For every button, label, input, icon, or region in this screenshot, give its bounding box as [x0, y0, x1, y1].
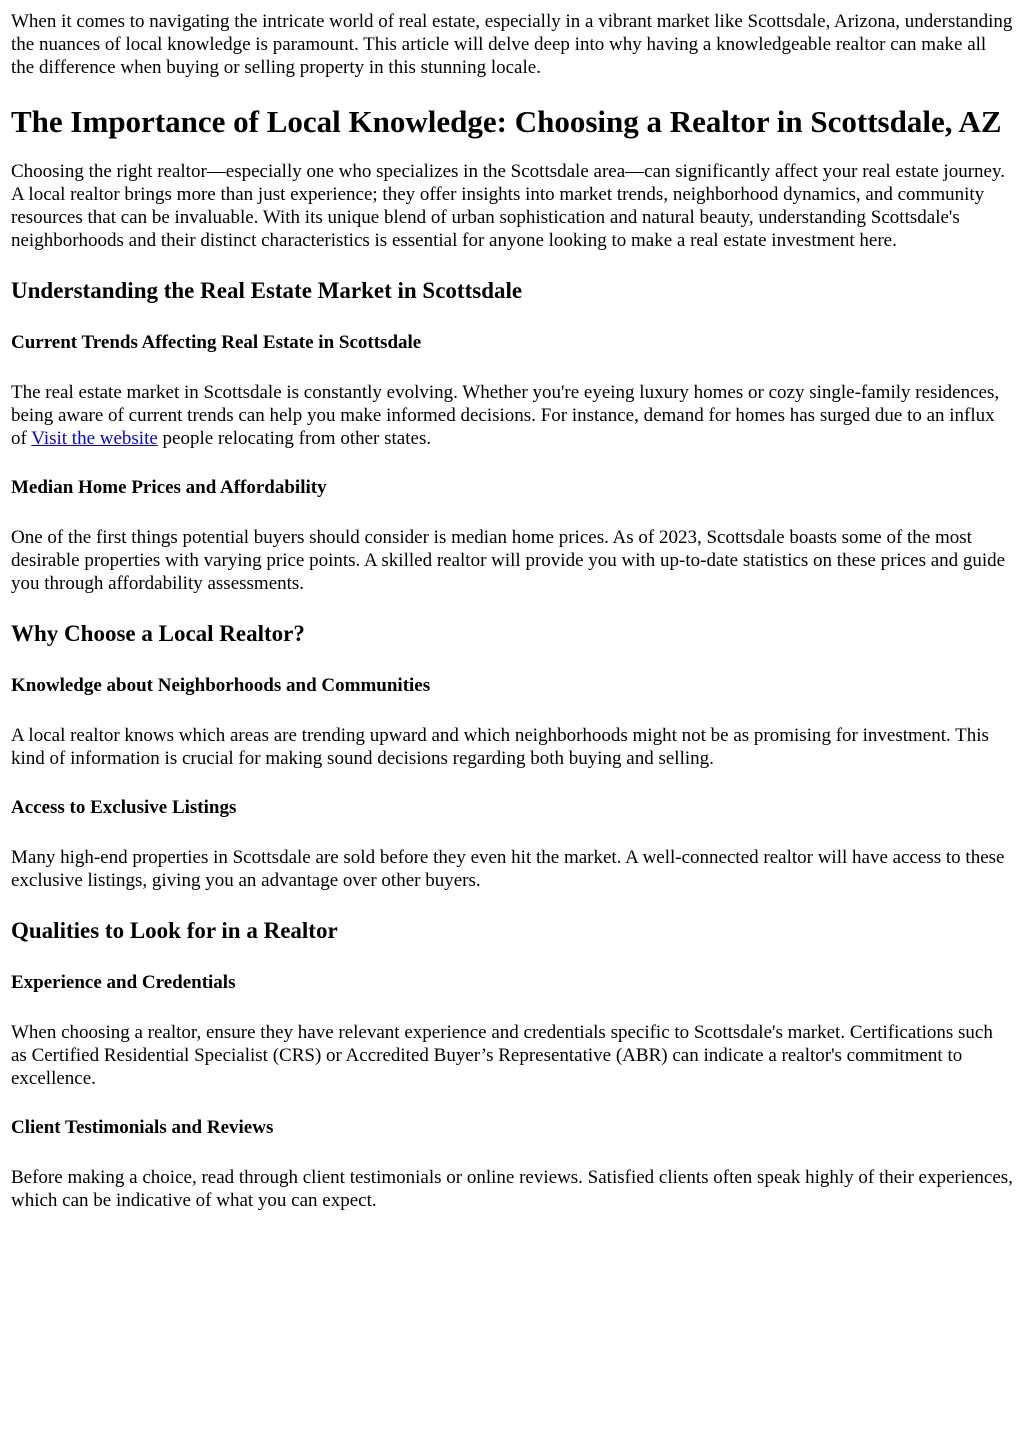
- section-heading-why-local: Why Choose a Local Realtor?: [11, 621, 305, 646]
- paragraph-neighborhoods: A local realtor knows which areas are trending upward and which neighborhoods might not be as promising for investment. This kind of information is crucial for making sound decisions regarding both buying and selling.: [11, 725, 989, 769]
- paragraph-testimonials: Before making a choice, read through client testimonials or online reviews. Satisfied clients often speak highly of their experiences, which can be indicative of what you can expect.: [11, 1167, 1013, 1211]
- section-heading-market: Understanding the Real Estate Market in Scottsdale: [11, 278, 523, 303]
- subheading-exclusive-listings: Access to Exclusive Listings: [11, 797, 237, 818]
- paragraph-current-trends: [11, 381, 1013, 450]
- subheading-median-prices: Median Home Prices and Affordability: [11, 477, 327, 498]
- paragraph-experience: When choosing a realtor, ensure they have relevant experience and credentials specific to Scottsdale's market. Certifications such as Certified Residential Specialist (CRS) or Accredited Buyer’s Representative (ABR) can indicate a realtor's commitment to excellence.: [11, 1022, 993, 1089]
- paragraph-text-before-link: The real estate market in Scottsdale is constantly evolving. Whether you're eyeing luxury homes or cozy single-family residences, being aware of current trends can help you make informed decisions. For instance, demand for homes has surged due to an influx of: [11, 382, 1000, 449]
- subheading-neighborhoods: Knowledge about Neighborhoods and Communities: [11, 675, 431, 696]
- visit-website-link[interactable]: Visit the website: [31, 428, 158, 449]
- page-title: The Importance of Local Knowledge: Choosing a Realtor in Scottsdale, AZ: [11, 104, 1002, 139]
- title-paragraph: Choosing the right realtor—especially one who specializes in the Scottsdale area—can significantly affect your real estate journey. A local realtor brings more than just experience; they offer insights into market trends, neighborhood dynamics, and community resources that can be invaluable. With its unique blend of urban sophistication and natural beauty, understanding Scottsdale's neighborhoods and their distinct characteristics is essential for anyone looking to make a real estate investment here.: [11, 161, 1005, 251]
- subheading-current-trends: Current Trends Affecting Real Estate in Scottsdale: [11, 332, 422, 353]
- subheading-testimonials: Client Testimonials and Reviews: [11, 1117, 274, 1138]
- section-heading-qualities: Qualities to Look for in a Realtor: [11, 918, 338, 943]
- paragraph-median-prices: One of the first things potential buyers should consider is median home prices. As of 2023, Scottsdale boasts some of the most desirable properties with varying price points. A skilled realtor will provide you with up-to-date statistics on these prices and guide you through affordability assessments.: [11, 527, 1006, 594]
- paragraph-exclusive-listings: Many high-end properties in Scottsdale are sold before they even hit the market. A well-connected realtor will have access to these exclusive listings, giving you an advantage over other buyers.: [11, 847, 1005, 891]
- paragraph-text-after-link: people relocating from other states.: [157, 428, 432, 449]
- intro-paragraph: When it comes to navigating the intricate world of real estate, especially in a vibrant market like Scottsdale, Arizona, understanding the nuances of local knowledge is paramount. This article will delve deep into why having a knowledgeable realtor can make all the difference when buying or selling property in this stunning locale.: [11, 11, 1013, 78]
- subheading-experience: Experience and Credentials: [11, 972, 236, 993]
